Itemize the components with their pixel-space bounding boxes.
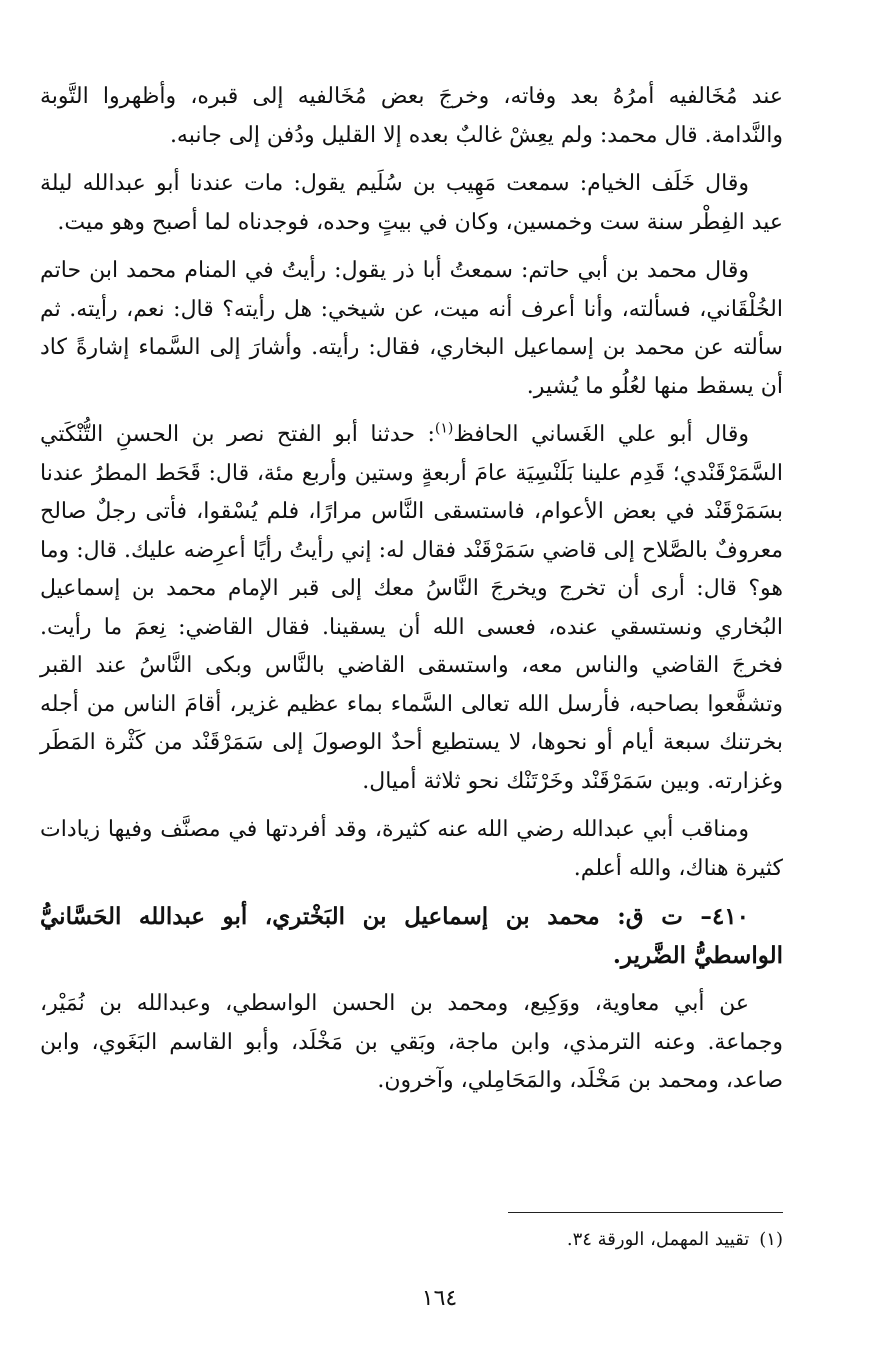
- entry-heading: ٤١٠– ت ق: محمد بن إسماعيل بن البَخْتري، أبو عبدالله الحَسَّانيُّ الواسطيُّ الضَّرير.: [40, 903, 783, 969]
- paragraph-closing: ومناقب أبي عبدالله رضي الله عنه كثيرة، وقد أفردتها في مصنَّف وفيها زيادات كثيرة هناك، والله أعلم.: [40, 817, 783, 881]
- paragraph-2: وقال خَلَف الخيام: سمعت مَهِيب بن سُلَيم يقول: مات عندنا أبو عبدالله ليلة عيد الفِطْر سنة ست وخمسين، وكان في بيتٍ وحده، فوجدناه لما أصبح وهو ميت.: [40, 171, 783, 235]
- paragraph-1: عند مُخَالفيه أمرُهُ بعد وفاته، وخرجَ بعض مُخَالفيه إلى قبره، وأظهروا التَّوبة والنَّدامة. قال محمد: ولم يعِشْ غالبٌ بعده إلا القليل ودُفن إلى جانبه.: [40, 84, 783, 148]
- main-text: [40, 78, 783, 1101]
- ghassani-narration: : حدثنا أبو الفتح نصر بن الحسنِ التُّنْكَتي السَّمَرْقَنْدي؛ قَدِم علينا بَلَنْسِيَة عامَ أربعةٍ وستين وأربع مئة، قال: قَحَط المطرُ عندنا بسَمَرْقَنْد في بعض الأعوام، فاستسقى النَّاس مرارًا، فلم يُسْقوا، فأتى رجلٌ صالح معروفٌ بالصَّلاح إلى قاضي سَمَرْقَنْد فقال له: إني رأيتُ رأيًا أعرِضه عليك. قال: وما هو؟ قال: أرى أن تخرج ويخرجَ النَّاسُ معك إلى قبر الإمام محمد بن إسماعيل البُخاري ونستسقي عنده، فعسى الله أن يسقينا. فقال القاضي: نِعمَ ما رأيت. فخرجَ القاضي والناس معه، واستسقى القاضي بالنَّاس وبكى النَّاسُ عند القبر وتشفَّعوا بصاحبه، فأرسل الله تعالى السَّماء بماء عظيم غزير، أقامَ الناس من أجله بخرتنك سبعة أيام أو نحوها، لا يستطيع أحدٌ الوصولَ إلى سَمَرْقَنْد من كَثْرة المَطَر وغزارته. وبين سَمَرْقَنْد وخَرْتَنْك نحو ثلاثة أميال.: [40, 422, 783, 794]
- footnote-number: (١): [759, 1229, 783, 1250]
- footnote: [40, 1226, 783, 1254]
- paragraph-ghassani: [40, 416, 783, 801]
- paragraph-3: وقال محمد بن أبي حاتم: سمعتُ أبا ذر يقول: رأيتُ في المنام محمد ابن حاتم الخُلْقَاني، فسألته، وأنا أعرف أنه ميت، عن شيخي: هل رأيته؟ قال: نعم، رأيته. ثم سألته عن محمد بن إسماعيل البخاري، فقال: رأيته. وأشارَ إلى السَّماء إشارةً كاد أن يسقط منها لعُلُو ما يُشير.: [40, 258, 783, 399]
- entry-body: عن أبي معاوية، ووَكِيع، ومحمد بن الحسن الواسطي، وعبدالله بن نُمَيْر، وجماعة. وعنه الترمذي، وابن ماجة، وبَقي بن مَخْلَد، وأبو القاسم البَغَوي، وابن صاعد، ومحمد بن مَخْلَد، والمَحَامِلي، وآخرون.: [40, 991, 783, 1093]
- footnote-text: تقييد المهمل، الورقة ٣٤.: [566, 1229, 750, 1250]
- ghassani-opening: وقال أبو علي الغَساني الحافظ: [453, 422, 749, 447]
- footnote-reference: (١): [434, 420, 454, 437]
- footnote-divider: [508, 1212, 783, 1213]
- page-number: ١٦٤: [421, 1286, 458, 1311]
